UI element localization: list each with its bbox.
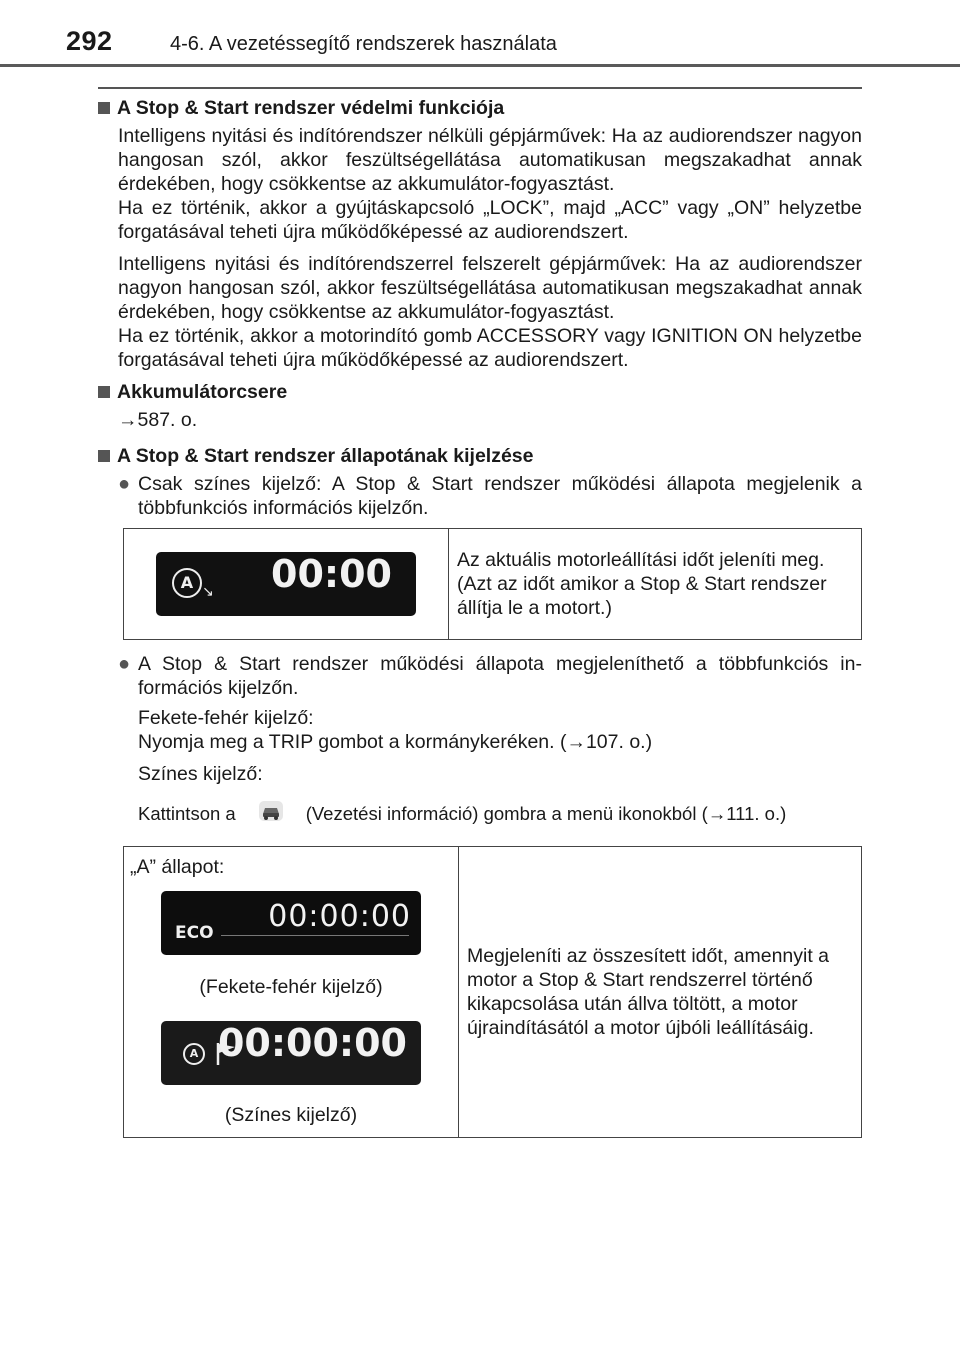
- list-item: [118, 472, 862, 520]
- click-prefix: Kattintson a: [138, 803, 236, 824]
- round-bullet-icon: ●: [118, 473, 131, 495]
- round-bullet-icon: ●: [118, 653, 131, 675]
- description-cell: Az aktuális motorleállítási időt jeleníti meg. (Azt az időt amikor a Stop & Start rendszer állítja le a motort.): [449, 529, 862, 640]
- display-time: 00:00: [271, 552, 392, 596]
- arrow-icon: ↘: [202, 584, 214, 600]
- bw-instruction: Nyomja meg a TRIP gombot a kormánykeréken. (→107. o.): [138, 731, 653, 753]
- bw-label: Fekete-fehér kijelző:: [138, 707, 314, 729]
- chapter-title: 4-6. A vezetéssegítő rendszerek használata: [170, 33, 557, 55]
- section1-para1b: Ha ez történik, akkor a gyújtáskapcsoló „LOCK”, majd „ACC” vagy „ON” helyzetbe forgatásával teheti újra működőképessé az audiorendszert.: [118, 197, 862, 243]
- description-cell: Megjeleníti az összesített időt, amennyit a motor a Stop & Start rendszerrel történő kikapcsolása után állva töltött, a motor újraindításától a motor újbóli leállításáig.: [459, 847, 862, 1138]
- display-cell: [124, 529, 449, 640]
- color-display: [161, 1021, 421, 1085]
- a-stop-start-icon: A: [172, 568, 202, 598]
- square-bullet-icon: [98, 102, 110, 114]
- section-rule: [98, 87, 862, 89]
- click-instruction: [138, 800, 862, 828]
- page-reference[interactable]: →587. o.: [118, 409, 198, 431]
- color-caption: (Színes kijelző): [224, 1104, 358, 1126]
- header-rule: [0, 64, 960, 67]
- page-content: [98, 96, 862, 1150]
- bw-caption: (Fekete-fehér kijelző): [199, 976, 383, 998]
- section-heading: [98, 444, 862, 468]
- square-bullet-icon: [98, 450, 110, 462]
- bw-display-time: 00:00:00: [268, 899, 411, 934]
- color-display-time: 00:00:00: [217, 1021, 407, 1065]
- section1-para2: Intelligens nyitási és indítórendszerrel felszerelt gépjárművek: Ha az audiorendszer nagyon hangosan szól, akkor feszültségellátása automatikusan megszakadhat annak érdekében, hogy csökkentse az akkumulátor-fogyasztást.: [118, 253, 862, 323]
- square-bullet-icon: [98, 386, 110, 398]
- divider: [221, 935, 409, 936]
- state-label: „A” állapot:: [130, 856, 225, 878]
- eco-indicator: ECO: [175, 923, 214, 943]
- color-label: Színes kijelző:: [138, 763, 263, 785]
- bullet2-text: A Stop & Start rendszer működési állapota megjeleníthető a többfunkciós információs kijelzőn.: [138, 653, 862, 699]
- section-heading: [98, 380, 862, 404]
- status-table-1: [123, 528, 862, 640]
- stop-start-display: [156, 552, 416, 616]
- display-cell: [124, 847, 459, 1138]
- a-stop-start-icon: A: [183, 1043, 205, 1065]
- car-info-icon: [236, 800, 306, 828]
- section2-heading: Akkumulátorcsere: [117, 381, 288, 403]
- section1-heading: A Stop & Start rendszer védelmi funkciója: [117, 97, 505, 119]
- click-suffix: (Vezetési információ) gombra a menü ikonokból (→111. o.): [305, 803, 787, 824]
- bw-display: [161, 891, 421, 955]
- status-table-2: [123, 846, 862, 1138]
- list-item: [118, 652, 862, 700]
- page-number: 292: [66, 26, 113, 56]
- section3-heading: A Stop & Start rendszer állapotának kijelzése: [117, 445, 534, 467]
- page-header: [0, 0, 960, 70]
- bullet1-text: Csak színes kijelző: A Stop & Start rendszer működési állapota megjelenik a többfunkciós információs kijelzőn.: [138, 473, 862, 519]
- section1-para1: Intelligens nyitási és indítórendszer nélküli gépjárművek: Ha az audiorendszer nagyon hangosan szól, akkor feszültségellátása automatikusan megszakadhat annak érdekében, hogy csökkentse az akkumulátor-fogyasztást.: [118, 125, 862, 195]
- section1-para2b: Ha ez történik, akkor a motorindító gomb ACCESSORY vagy IGNITION ON helyzetbe forgatásával teheti újra működőképessé az audiorendszert.: [118, 325, 862, 371]
- section-heading: [98, 96, 862, 120]
